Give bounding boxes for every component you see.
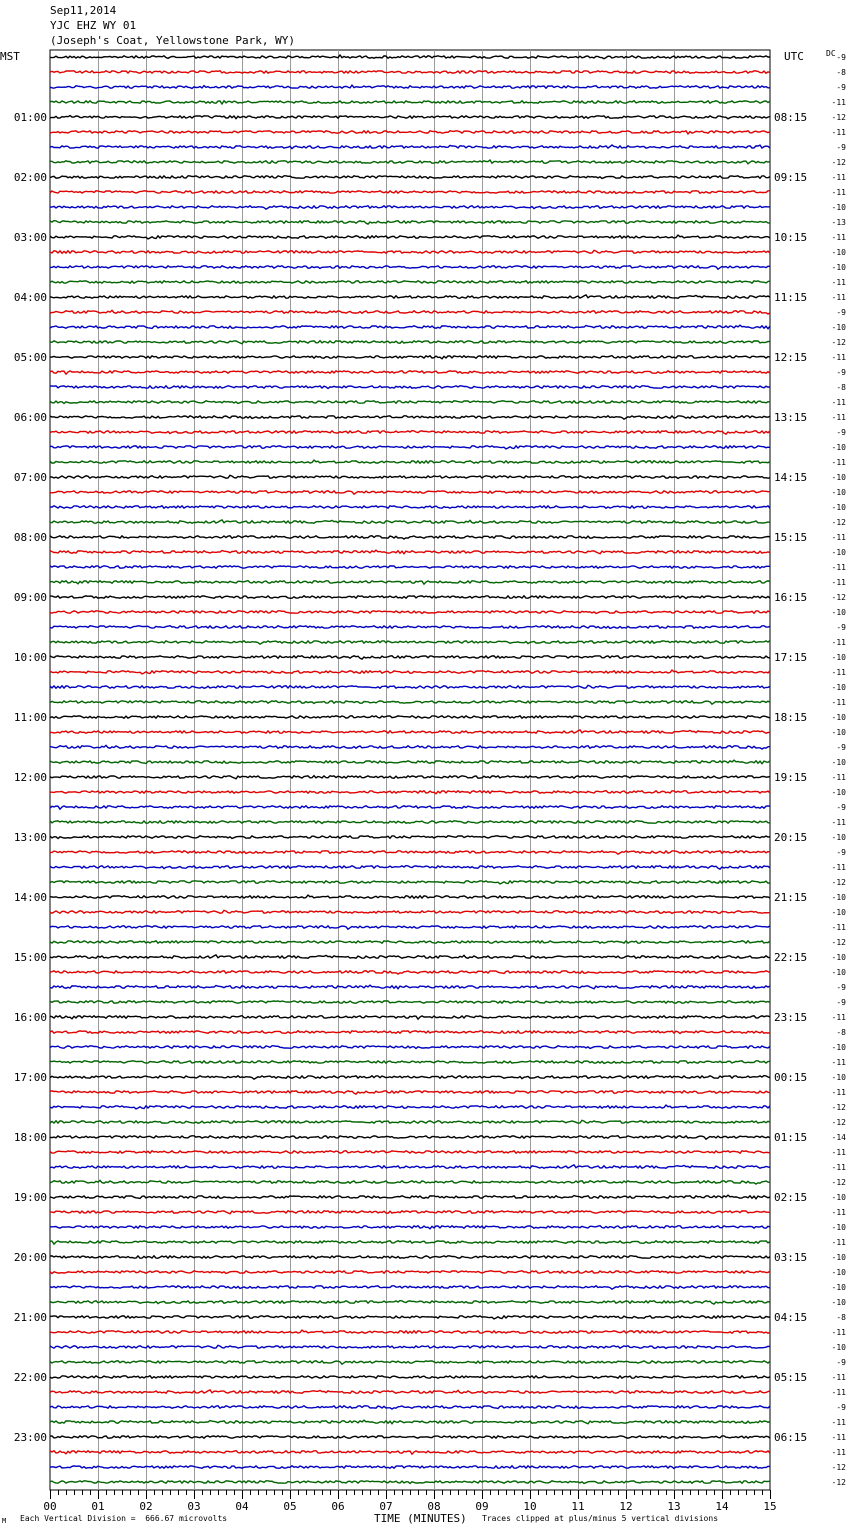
dc-offset-label: -10	[831, 1343, 846, 1352]
seismic-trace	[50, 176, 770, 179]
mst-hour-label: 11:00	[13, 711, 47, 724]
seismic-trace	[50, 250, 770, 253]
dc-offset-label: -11	[831, 1373, 846, 1382]
dc-offset-label: -12	[831, 593, 846, 602]
utc-hour-label: 22:15	[774, 951, 808, 964]
dc-offset-label: -10	[831, 653, 846, 662]
dc-offset-label: -9	[836, 623, 846, 632]
seismic-trace	[50, 1120, 770, 1123]
dc-offset-label: -10	[831, 728, 846, 737]
dc-offset-label: -10	[831, 1073, 846, 1082]
dc-offset-label: -11	[831, 1238, 846, 1247]
dc-offset-label: -11	[831, 1148, 846, 1157]
x-tick-label: 07	[379, 1500, 393, 1513]
mst-hour-label: 21:00	[13, 1311, 47, 1324]
dc-offset-label: -11	[831, 1088, 846, 1097]
seismic-trace	[50, 1330, 770, 1333]
seismic-trace	[50, 1390, 770, 1393]
mst-hour-label: 23:00	[13, 1431, 47, 1444]
dc-offset-label: -12	[831, 1463, 846, 1472]
seismic-trace	[50, 1180, 770, 1184]
dc-offset-label: -10	[831, 833, 846, 842]
seismic-trace	[50, 626, 770, 629]
utc-hour-label: 17:15	[774, 651, 808, 664]
seismic-trace	[50, 1091, 770, 1094]
dc-offset-label: -11	[831, 1163, 846, 1172]
seismic-trace	[50, 1061, 770, 1064]
dc-offset-label: -11	[831, 188, 846, 197]
x-tick-label: 14	[715, 1500, 729, 1513]
seismic-trace	[50, 71, 770, 73]
seismic-trace	[50, 1151, 770, 1153]
seismic-trace	[50, 1316, 770, 1319]
dc-offset-label: -12	[831, 1103, 846, 1112]
dc-offset-label: -10	[831, 1253, 846, 1262]
header-date: Sep11,2014	[50, 4, 117, 17]
dc-offset-label: -13	[831, 218, 846, 227]
seismic-trace	[50, 1301, 770, 1305]
dc-offset-label: -9	[836, 308, 846, 317]
mst-hour-label: 16:00	[13, 1011, 47, 1024]
seismic-trace	[50, 386, 770, 389]
dc-offset-label: -11	[831, 278, 846, 287]
seismic-trace	[50, 116, 770, 119]
dc-offset-label: -10	[831, 968, 846, 977]
seismic-trace	[50, 1466, 770, 1469]
utc-hour-label: 19:15	[774, 771, 808, 784]
dc-offset-label: -8	[836, 1028, 846, 1037]
utc-hour-label: 00:15	[774, 1071, 808, 1084]
mst-hour-label: 22:00	[13, 1371, 47, 1384]
mst-hour-label: 04:00	[13, 291, 47, 304]
seismic-trace	[50, 1436, 770, 1438]
dc-offset-label: -9	[836, 1403, 846, 1412]
dc-offset-label: -12	[831, 878, 846, 887]
seismic-trace	[50, 536, 770, 539]
seismic-trace	[50, 745, 770, 749]
seismic-trace	[50, 730, 770, 733]
x-tick-label: 08	[427, 1500, 441, 1513]
seismic-trace	[50, 325, 770, 329]
mst-hour-label: 02:00	[13, 171, 47, 184]
dc-offset-label: -10	[831, 503, 846, 512]
seismic-trace	[50, 221, 770, 225]
dc-offset-label: -12	[831, 938, 846, 947]
seismic-trace	[50, 1001, 770, 1003]
seismic-trace	[50, 1211, 770, 1214]
mst-hour-label: 10:00	[13, 651, 47, 664]
mst-hour-label: 19:00	[13, 1191, 47, 1204]
seismic-trace	[50, 656, 770, 659]
utc-hour-label: 01:15	[774, 1131, 808, 1144]
footer-clip-note: Traces clipped at plus/minus 5 vertical divisions	[482, 1514, 719, 1523]
dc-offset-label: -11	[831, 398, 846, 407]
seismic-trace	[50, 1016, 770, 1020]
dc-offset-label: -9	[836, 998, 846, 1007]
dc-offset-label: -11	[831, 1328, 846, 1337]
seismic-trace	[50, 821, 770, 824]
x-tick-label: 04	[235, 1500, 249, 1513]
seismic-trace	[50, 941, 770, 944]
seismic-trace	[50, 401, 770, 404]
seismic-trace	[50, 131, 770, 134]
utc-hour-label: 14:15	[774, 471, 808, 484]
seismic-trace	[50, 1046, 770, 1049]
x-tick-label: 09	[475, 1500, 489, 1513]
dc-offset-label: -9	[836, 1358, 846, 1367]
utc-hour-label: 08:15	[774, 111, 808, 124]
dc-offset-label: -11	[831, 668, 846, 677]
seismic-trace	[50, 356, 770, 359]
seismic-trace	[50, 566, 770, 568]
dc-offset-label: -11	[831, 1418, 846, 1427]
utc-hour-label: 18:15	[774, 711, 808, 724]
seismic-trace	[50, 341, 770, 344]
dc-offset-label: -10	[831, 1268, 846, 1277]
dc-offset-label: -11	[831, 773, 846, 782]
seismic-trace	[50, 1361, 770, 1364]
utc-hour-label: 15:15	[774, 531, 808, 544]
dc-offset-label: -12	[831, 1478, 846, 1487]
dc-offset-label: -8	[836, 68, 846, 77]
seismic-trace	[50, 85, 770, 88]
seismic-trace	[50, 475, 770, 478]
seismic-trace	[50, 791, 770, 794]
mst-axis-title: MST	[0, 50, 20, 63]
seismic-trace	[50, 1105, 770, 1109]
dc-offset-label: -10	[831, 203, 846, 212]
dc-offset-label: -11	[831, 1208, 846, 1217]
seismic-trace	[50, 806, 770, 809]
utc-hour-label: 16:15	[774, 591, 808, 604]
seismic-trace	[50, 55, 770, 59]
mst-hour-label: 08:00	[13, 531, 47, 544]
seismic-trace	[50, 310, 770, 314]
dc-offset-label: -11	[831, 818, 846, 827]
seismic-trace	[50, 1076, 770, 1080]
x-tick-label: 01	[91, 1500, 105, 1513]
seismic-trace	[50, 910, 770, 913]
dc-offset-label: -11	[831, 173, 846, 182]
seismic-trace	[50, 506, 770, 509]
dc-offset-label: -10	[831, 323, 846, 332]
dc-offset-label: -10	[831, 1193, 846, 1202]
mst-hour-label: 05:00	[13, 351, 47, 364]
seismic-trace	[50, 101, 770, 104]
seismic-trace	[50, 971, 770, 974]
seismic-trace	[50, 1451, 770, 1455]
seismic-trace	[50, 1031, 770, 1034]
dc-offset-label: -9	[836, 83, 846, 92]
dc-offset-label: -10	[831, 893, 846, 902]
seismic-trace	[50, 1226, 770, 1229]
mst-hour-label: 07:00	[13, 471, 47, 484]
utc-hour-label: 06:15	[774, 1431, 808, 1444]
dc-offset-label: -12	[831, 518, 846, 527]
x-tick-label: 12	[619, 1500, 633, 1513]
dc-offset-label: -8	[836, 383, 846, 392]
dc-offset-label: -11	[831, 1388, 846, 1397]
seismic-trace	[50, 701, 770, 704]
dc-offset-label: -9	[836, 368, 846, 377]
seismic-trace	[50, 716, 770, 718]
seismic-trace	[50, 670, 770, 674]
mst-hour-label: 18:00	[13, 1131, 47, 1144]
x-axis-title: TIME (MINUTES)	[374, 1512, 467, 1525]
utc-hour-label: 09:15	[774, 171, 808, 184]
dc-axis-title: DC	[826, 49, 836, 58]
seismic-trace	[50, 266, 770, 269]
utc-hour-label: 11:15	[774, 291, 808, 304]
seismic-trace	[50, 895, 770, 898]
seismic-trace	[50, 1345, 770, 1348]
seismic-trace	[50, 1136, 770, 1139]
seismic-trace	[50, 881, 770, 884]
dc-offset-label: -10	[831, 473, 846, 482]
seismic-trace	[50, 1195, 770, 1199]
seismic-trace	[50, 641, 770, 645]
utc-axis-title: UTC	[784, 50, 804, 63]
mst-hour-label: 09:00	[13, 591, 47, 604]
x-tick-label: 06	[331, 1500, 345, 1513]
dc-offset-label: -10	[831, 248, 846, 257]
seismic-trace	[50, 295, 770, 298]
dc-offset-label: -10	[831, 608, 846, 617]
mst-hour-label: 13:00	[13, 831, 47, 844]
dc-offset-label: -11	[831, 578, 846, 587]
dc-offset-label: -11	[831, 353, 846, 362]
seismic-trace	[50, 866, 770, 870]
dc-offset-label: -9	[836, 53, 846, 62]
mst-hour-label: 15:00	[13, 951, 47, 964]
seismic-trace	[50, 371, 770, 374]
seismic-trace	[50, 760, 770, 764]
dc-offset-label: -11	[831, 128, 846, 137]
seismic-trace	[50, 1286, 770, 1289]
x-tick-label: 13	[667, 1500, 681, 1513]
dc-offset-label: -10	[831, 1223, 846, 1232]
dc-offset-label: -11	[831, 233, 846, 242]
dc-offset-label: -10	[831, 488, 846, 497]
dc-offset-label: -10	[831, 908, 846, 917]
dc-offset-label: -11	[831, 1013, 846, 1022]
dc-offset-label: -10	[831, 1043, 846, 1052]
mst-hour-label: 20:00	[13, 1251, 47, 1264]
footer-scale-note: Each Vertical Division = 666.67 microvolts	[20, 1514, 228, 1523]
utc-hour-label: 13:15	[774, 411, 808, 424]
seismic-trace	[50, 926, 770, 929]
x-tick-label: 03	[187, 1500, 201, 1513]
dc-offset-label: -10	[831, 1298, 846, 1307]
seismic-trace	[50, 431, 770, 435]
seismic-trace	[50, 235, 770, 239]
x-tick-label: 15	[763, 1500, 777, 1513]
dc-offset-label: -10	[831, 263, 846, 272]
seismic-trace	[50, 550, 770, 554]
seismic-trace	[50, 160, 770, 164]
seismic-trace	[50, 1241, 770, 1244]
seismic-trace	[50, 611, 770, 614]
dc-offset-label: -11	[831, 293, 846, 302]
dc-offset-label: -10	[831, 713, 846, 722]
dc-offset-label: -9	[836, 803, 846, 812]
mst-hour-label: 17:00	[13, 1071, 47, 1084]
dc-offset-label: -10	[831, 788, 846, 797]
seismic-trace	[50, 416, 770, 419]
seismic-trace	[50, 206, 770, 209]
dc-offset-label: -12	[831, 1178, 846, 1187]
mst-hour-label: 06:00	[13, 411, 47, 424]
seismic-trace	[50, 145, 770, 149]
dc-offset-label: -14	[831, 1133, 846, 1142]
seismic-trace	[50, 1420, 770, 1424]
dc-offset-label: -12	[831, 113, 846, 122]
x-tick-label: 11	[571, 1500, 585, 1513]
seismic-trace	[50, 836, 770, 839]
seismic-trace	[50, 596, 770, 599]
dc-offset-label: -11	[831, 863, 846, 872]
mst-hour-label: 12:00	[13, 771, 47, 784]
mst-hour-label: 01:00	[13, 111, 47, 124]
dc-offset-label: -12	[831, 338, 846, 347]
seismic-trace	[50, 460, 770, 463]
dc-offset-label: -11	[831, 698, 846, 707]
seismic-trace	[50, 491, 770, 494]
seismic-trace	[50, 1481, 770, 1484]
dc-offset-label: -10	[831, 443, 846, 452]
dc-offset-label: -11	[831, 458, 846, 467]
dc-offset-label: -11	[831, 533, 846, 542]
dc-offset-label: -11	[831, 98, 846, 107]
seismic-trace	[50, 446, 770, 449]
footer-mark: M	[2, 1517, 7, 1525]
dc-offset-label: -10	[831, 548, 846, 557]
seismic-trace	[50, 581, 770, 585]
dc-offset-label: -9	[836, 428, 846, 437]
dc-offset-label: -10	[831, 953, 846, 962]
dc-offset-label: -11	[831, 1433, 846, 1442]
dc-offset-label: -11	[831, 563, 846, 572]
dc-offset-label: -8	[836, 1313, 846, 1322]
seismic-trace	[50, 1256, 770, 1259]
seismic-trace	[50, 1376, 770, 1379]
utc-hour-label: 03:15	[774, 1251, 808, 1264]
dc-offset-label: -9	[836, 848, 846, 857]
utc-hour-label: 02:15	[774, 1191, 808, 1204]
dc-offset-label: -11	[831, 1058, 846, 1067]
dc-offset-label: -10	[831, 1283, 846, 1292]
seismic-trace	[50, 1165, 770, 1168]
seismic-trace	[50, 520, 770, 523]
dc-offset-label: -10	[831, 758, 846, 767]
utc-hour-label: 10:15	[774, 231, 808, 244]
utc-hour-label: 23:15	[774, 1011, 808, 1024]
utc-hour-label: 21:15	[774, 891, 808, 904]
mst-hour-label: 03:00	[13, 231, 47, 244]
x-tick-label: 00	[43, 1500, 57, 1513]
dc-offset-label: -9	[836, 983, 846, 992]
seismic-trace	[50, 191, 770, 194]
header-station: YJC EHZ WY 01	[50, 19, 137, 32]
mst-hour-label: 14:00	[13, 891, 47, 904]
dc-offset-label: -11	[831, 1448, 846, 1457]
utc-hour-label: 20:15	[774, 831, 808, 844]
seismic-trace	[50, 955, 770, 958]
plot-frame	[50, 50, 770, 1490]
dc-offset-label: -10	[831, 683, 846, 692]
seismic-trace	[50, 685, 770, 688]
utc-hour-label: 05:15	[774, 1371, 808, 1384]
dc-offset-label: -12	[831, 1118, 846, 1127]
dc-offset-label: -9	[836, 143, 846, 152]
utc-hour-label: 12:15	[774, 351, 808, 364]
x-tick-label: 10	[523, 1500, 537, 1513]
header-location: (Joseph's Coat, Yellowstone Park, WY)	[50, 34, 296, 47]
seismic-trace	[50, 985, 770, 989]
dc-offset-label: -9	[836, 743, 846, 752]
x-tick-label: 02	[139, 1500, 153, 1513]
dc-offset-label: -11	[831, 638, 846, 647]
utc-hour-label: 04:15	[774, 1311, 808, 1324]
seismic-trace	[50, 1406, 770, 1409]
seismic-trace	[50, 1271, 770, 1274]
dc-offset-label: -11	[831, 923, 846, 932]
seismic-trace	[50, 776, 770, 779]
seismic-trace	[50, 281, 770, 283]
x-tick-label: 05	[283, 1500, 297, 1513]
dc-offset-label: -12	[831, 158, 846, 167]
dc-offset-label: -11	[831, 413, 846, 422]
seismic-trace	[50, 851, 770, 854]
